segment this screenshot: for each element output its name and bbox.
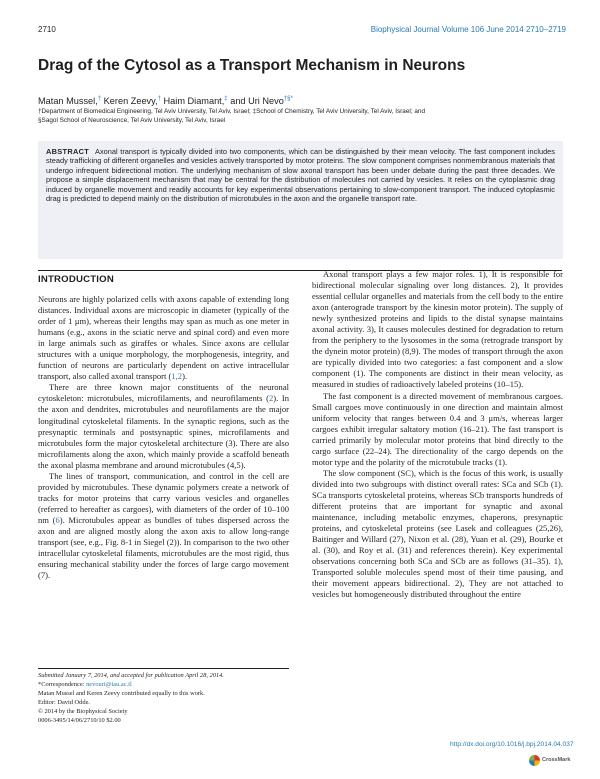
citation-link[interactable]: 1,2 [171,371,183,382]
running-header [38,25,566,39]
citation-link[interactable]: 6 [55,514,60,525]
footnotes [38,668,289,725]
paragraph: The slow component (SC), which is the focus of this work, is usually divided into two subgroups with distinct overall rates: SCa and SCb (1). SCa transports cytoskeletal proteins, whereas SCb transports hundreds of different proteins that are important for synaptic and axonal maintenance, including metabolic enzymes, chaperons, presynaptic proteins, and cytoskeletal proteins (see Lasek and colleagues (25,26), Baitinger and Willard (27), Nixon et al. (28), Yuan et al. (29), Bourke et al. (30), and Roy et al. (31) and references therein). Key experimental observations concerning both SCa and SCb are as follows (31–35). 1), Transported soluble molecules spend most of their time pausing, and their movement appears bidirectional. 2), They are not attached to vesicles but homogeneously distributed throughout the entire [312,467,563,600]
text: ), whereas their lengths may span as much as one meter in humans (e.g., axons in the sciatic nerve and spinal cord) and even more in large animals such as giraffes or whales. Since axons are cellular structures with a unique morphology, the morphogenesis, integrity, and function of neurons are particularly dependent on active intracellular transport, also called axonal transport ( [38,316,289,382]
affiliation-line: §Sagol School of Neuroscience, Tel Aviv University, Tel Aviv, Israel [38,116,226,124]
unit-mu: μm [74,316,87,327]
paragraph: The fast component is a directed movement of membranous cargoes. Small cargoes move continuously in one direction and maintain almost uniform velocity that ranges between 0.4 and 3 μm/s, whereas larger cargoes exhibit irregular saltatory motion (16–21). The fast transport is carried primarily by molecular motor proteins that bind directly to the cargo surface (22–24). The directionality of the cargo depends on the motor type and the polarity of the microtubule tracks (1). [312,390,563,467]
author-list [38,96,563,106]
text: The lines of transport, communication, and control in the cell are provided by microtubules. These dynamic polymers create a network of tracks for motor proteins that carry various vesicles and organelles (referred to hereafter as cargoes), with diameters of the order of 10–100 nm ( [38,470,289,525]
editor-note: Editor: David Odde. [38,698,91,706]
abstract-label: ABSTRACT [46,147,90,156]
abstract-box [38,141,563,259]
section-heading-introduction: INTRODUCTION [38,270,562,285]
affiliation-line: †Department of Biomedical Engineering, Tel Aviv University, Tel Aviv, Israel; ‡School of Chemistry, Tel Aviv University, Tel Aviv, Israel; and [38,108,426,115]
author-affil-mark: ‡ [224,96,228,102]
paragraph [38,382,289,470]
equal-contribution-note: Matan Mussel and Keren Zeevy contributed equally to this work. [38,689,205,697]
copyright: © 2014 by the Biophysical Society [38,707,128,715]
crossmark-icon [529,755,540,766]
text: ). [182,371,188,382]
correspondence-label: *Correspondence: [38,680,87,688]
author[interactable]: and Uri Nevo [230,96,284,107]
email-link[interactable]: nevouri@tau.ac.il [86,680,132,688]
crossmark-label: CrossMark [542,757,571,763]
paragraph [38,294,289,382]
right-column [312,269,563,600]
text: ). In the axon and dendrites, microtubules and neurofilaments are the major longitudinal cytoskeletal filaments. In the synaptic regions, such as the presynaptic terminals and postsynaptic spines, microfilaments and microtubules form the major cytoskeletal architecture (3). There are also microfilaments along the axon, which mainly provide a scaffold beneath the axonal plasma membrane and around microtubules (4,5). [38,393,289,470]
citation-link[interactable]: 2 [268,393,274,404]
crossmark-badge[interactable] [529,754,573,766]
abstract-text: Axonal transport is typically divided into two components, which can be distinguished by their mean velocity. The fast component includes steady trafficking of different organelles and vesicles actively transported by motor proteins. The slow component comprises nonmembranous materials that undergo infrequent bidirectional motion. The underlying mechanism of slow axonal transport has been under debate during the past three decades. We propose a simple displacement mechanism that may be central for the distribution of molecules not carried by vesicles. It relies on the cytoplasmic drag induced by organelle movement and readily accounts for key experimental observations pertaining to slow-component transport. The induced cytoplasmic drag is predicted to depend mainly on the distribution of microtubules in the axon and the organelle transport rate. [46,147,555,204]
paragraph [38,471,289,581]
paragraph: Axonal transport plays a few major roles. 1), It is responsible for bidirectional molecular signaling over long distances. 2), It provides essential cellular organelles and materials from the cell body to the entire axon (anterograde transport by the kinesin motor protein). The supply of newly synthesized proteins and lipids to the distal synapse maintains axonal activity. 3), It causes molecules destined for degradation to return from the periphery to the lysosomes in the soma (retrograde transport by the dynein motor protein) (8,9). The modes of transport through the axon are typically divided into two categories: a fast component and a slow component (1). The components are distinct in their mean velocity, as measured in studies of radioactively labeled proteins (10–15). [312,269,563,390]
author-affil-mark: †§* [283,96,293,102]
author[interactable]: Haim Diamant, [163,96,225,107]
journal-citation[interactable]: Biophysical Journal Volume 106 June 2014 2710–2719 [370,25,566,34]
text: There are three known major constituents of the neuronal cytoskeleton: microtubules, microfilaments, and neurofilaments ( [38,382,289,404]
author[interactable]: Keren Zeevy, [103,96,158,107]
article-title: Drag of the Cytosol as a Transport Mechanism in Neurons [38,57,466,74]
correspondence [38,681,289,690]
submission-dates: Submitted January 7, 2014, and accepted for publication April 28, 2014. [38,672,224,679]
affiliations [38,108,565,126]
author-affil-mark: † [157,96,161,102]
issn: 0006-3495/14/06/2710/10 $2.00 [38,716,121,724]
doi-link[interactable]: http://dx.doi.org/10.1016/j.bpj.2014.04.037 [450,741,574,748]
left-column [38,294,289,581]
author-affil-mark: † [97,96,102,102]
author[interactable]: Matan Mussel, [38,96,98,107]
page-number: 2710 [38,25,56,34]
text: ). Microtubules appear as bundles of tubes dispersed across the axon and are aligned mostly along the axon axis to allow long-range transport (see, e.g., Fig. 8-1 in Siegel (2)). In comparison to the two other intracellular cytoskeletal filaments, microtubules are the most rigid, thus ensuring mechanical stability under the forces of large cargo movement (7). [38,514,289,581]
text: Neurons are highly polarized cells with axons capable of extending long distances. Individual axons are microscopic in diameter (typically of the order of 1 [38,294,289,327]
